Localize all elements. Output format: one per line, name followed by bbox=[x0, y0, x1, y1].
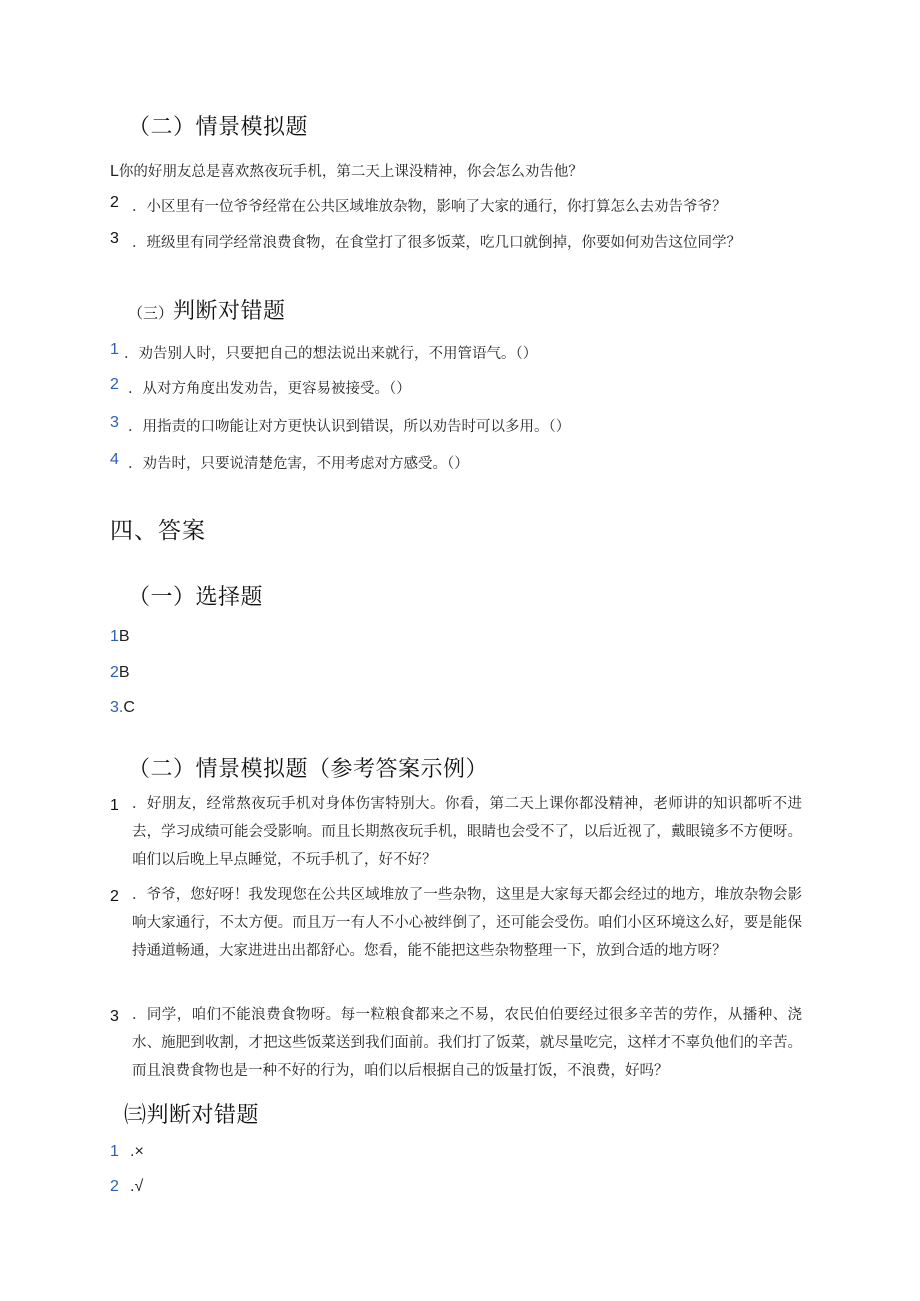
answer-item bbox=[110, 664, 130, 682]
item-number: 4 bbox=[110, 451, 119, 468]
answer-item bbox=[110, 628, 130, 646]
item-number: 1 bbox=[110, 1143, 119, 1160]
item-text: ．从对方角度出发劝告，更容易被接受。（） bbox=[128, 381, 411, 397]
section-title-judgement-answers: ㈢判断对错题 bbox=[124, 1103, 260, 1128]
answer-value: C bbox=[123, 699, 135, 716]
answer-value: B bbox=[118, 664, 130, 681]
item-text: 你的好朋友总是喜欢熬夜玩手机，第二天上课没精神，你会怎么劝告他？ bbox=[118, 164, 583, 180]
item-number: 2 bbox=[110, 376, 119, 393]
item-number: 1 bbox=[110, 341, 119, 358]
section-title-scenario-answers: （二）情景模拟题（参考答案示例） bbox=[128, 757, 489, 782]
item-number: 1 bbox=[110, 628, 119, 645]
answer-paragraph: ．爷爷，您好呀！我发现您在公共区域堆放了一些杂物，这里是大家每天都会经过的地方，堆放杂物会影响大家通行，不太方便。而且万一有人不小心被绊倒了，还可能会受伤。咱们小区环境这么好，要是能保持通道畅通，大家进进出出都舒心。您看，能不能把这些杂物整理一下，放到合适的地方呀？ bbox=[132, 887, 802, 959]
section-title-scenario: （二）情景模拟题 bbox=[128, 115, 309, 140]
answer-value: .√ bbox=[130, 1178, 144, 1195]
item-number: 3 bbox=[110, 414, 119, 431]
item-text: ．劝告时，只要说清楚危害，不用考虑对方感受。（） bbox=[128, 456, 469, 472]
item-number: L bbox=[110, 163, 119, 180]
answer-value: B bbox=[118, 628, 130, 645]
item-number: 2 bbox=[110, 194, 119, 211]
item-text: ．用指责的口吻能让对方更快认识到错误，所以劝告时可以多用。（） bbox=[128, 419, 571, 435]
item-number: 2 bbox=[110, 664, 119, 681]
answer-paragraph: ．同学，咱们不能浪费食物呀。每一粒粮食都来之不易，农民伯伯要经过很多辛苦的劳作，从播种、浇水、施肥到收割，才把这些饭菜送到我们面前。我们打了饭菜，就尽量吃完，这样才不辜负他们的辛苦。而且浪费食物也是一种不好的行为，咱们以后根据自己的饭量打饭，不浪费，好吗？ bbox=[132, 1007, 802, 1079]
section-title-choice-answers: （一）选择题 bbox=[128, 585, 264, 610]
item-number: 3 bbox=[110, 230, 119, 247]
item-number: 2 bbox=[110, 1178, 119, 1195]
item-number: 3 bbox=[110, 1008, 119, 1025]
answer-item bbox=[110, 699, 135, 717]
answer-paragraph: ．好朋友，经常熬夜玩手机对身体伤害特别大。你看，第二天上课你都没精神，老师讲的知识都听不进去，学习成绩可能会受影响。而且长期熬夜玩手机，眼睛也会受不了，以后近视了，戴眼镜多不方便呀。咱们以后晚上早点睡觉，不玩手机了，好不好？ bbox=[132, 796, 802, 868]
section-title-judgement bbox=[128, 294, 286, 325]
item-text: ．劝告别人时，只要把自己的想法说出来就行，不用管语气。（） bbox=[124, 346, 538, 362]
title-prefix: （三） bbox=[128, 304, 174, 322]
list-item bbox=[110, 160, 583, 181]
item-number: 3. bbox=[110, 699, 124, 716]
answers-title: 四、答案 bbox=[110, 518, 206, 544]
title-main: 判断对错题 bbox=[173, 299, 286, 324]
item-number: 2 bbox=[110, 888, 119, 905]
item-text: ．班级里有同学经常浪费食物，在食堂打了很多饭菜，吃几口就倒掉，你要如何劝告这位同学？ bbox=[132, 235, 741, 251]
answer-value: .× bbox=[130, 1143, 144, 1160]
item-text: ．小区里有一位爷爷经常在公共区域堆放杂物，影响了大家的通行，你打算怎么去劝告爷爷？ bbox=[132, 199, 727, 215]
item-number: 1 bbox=[110, 797, 119, 814]
